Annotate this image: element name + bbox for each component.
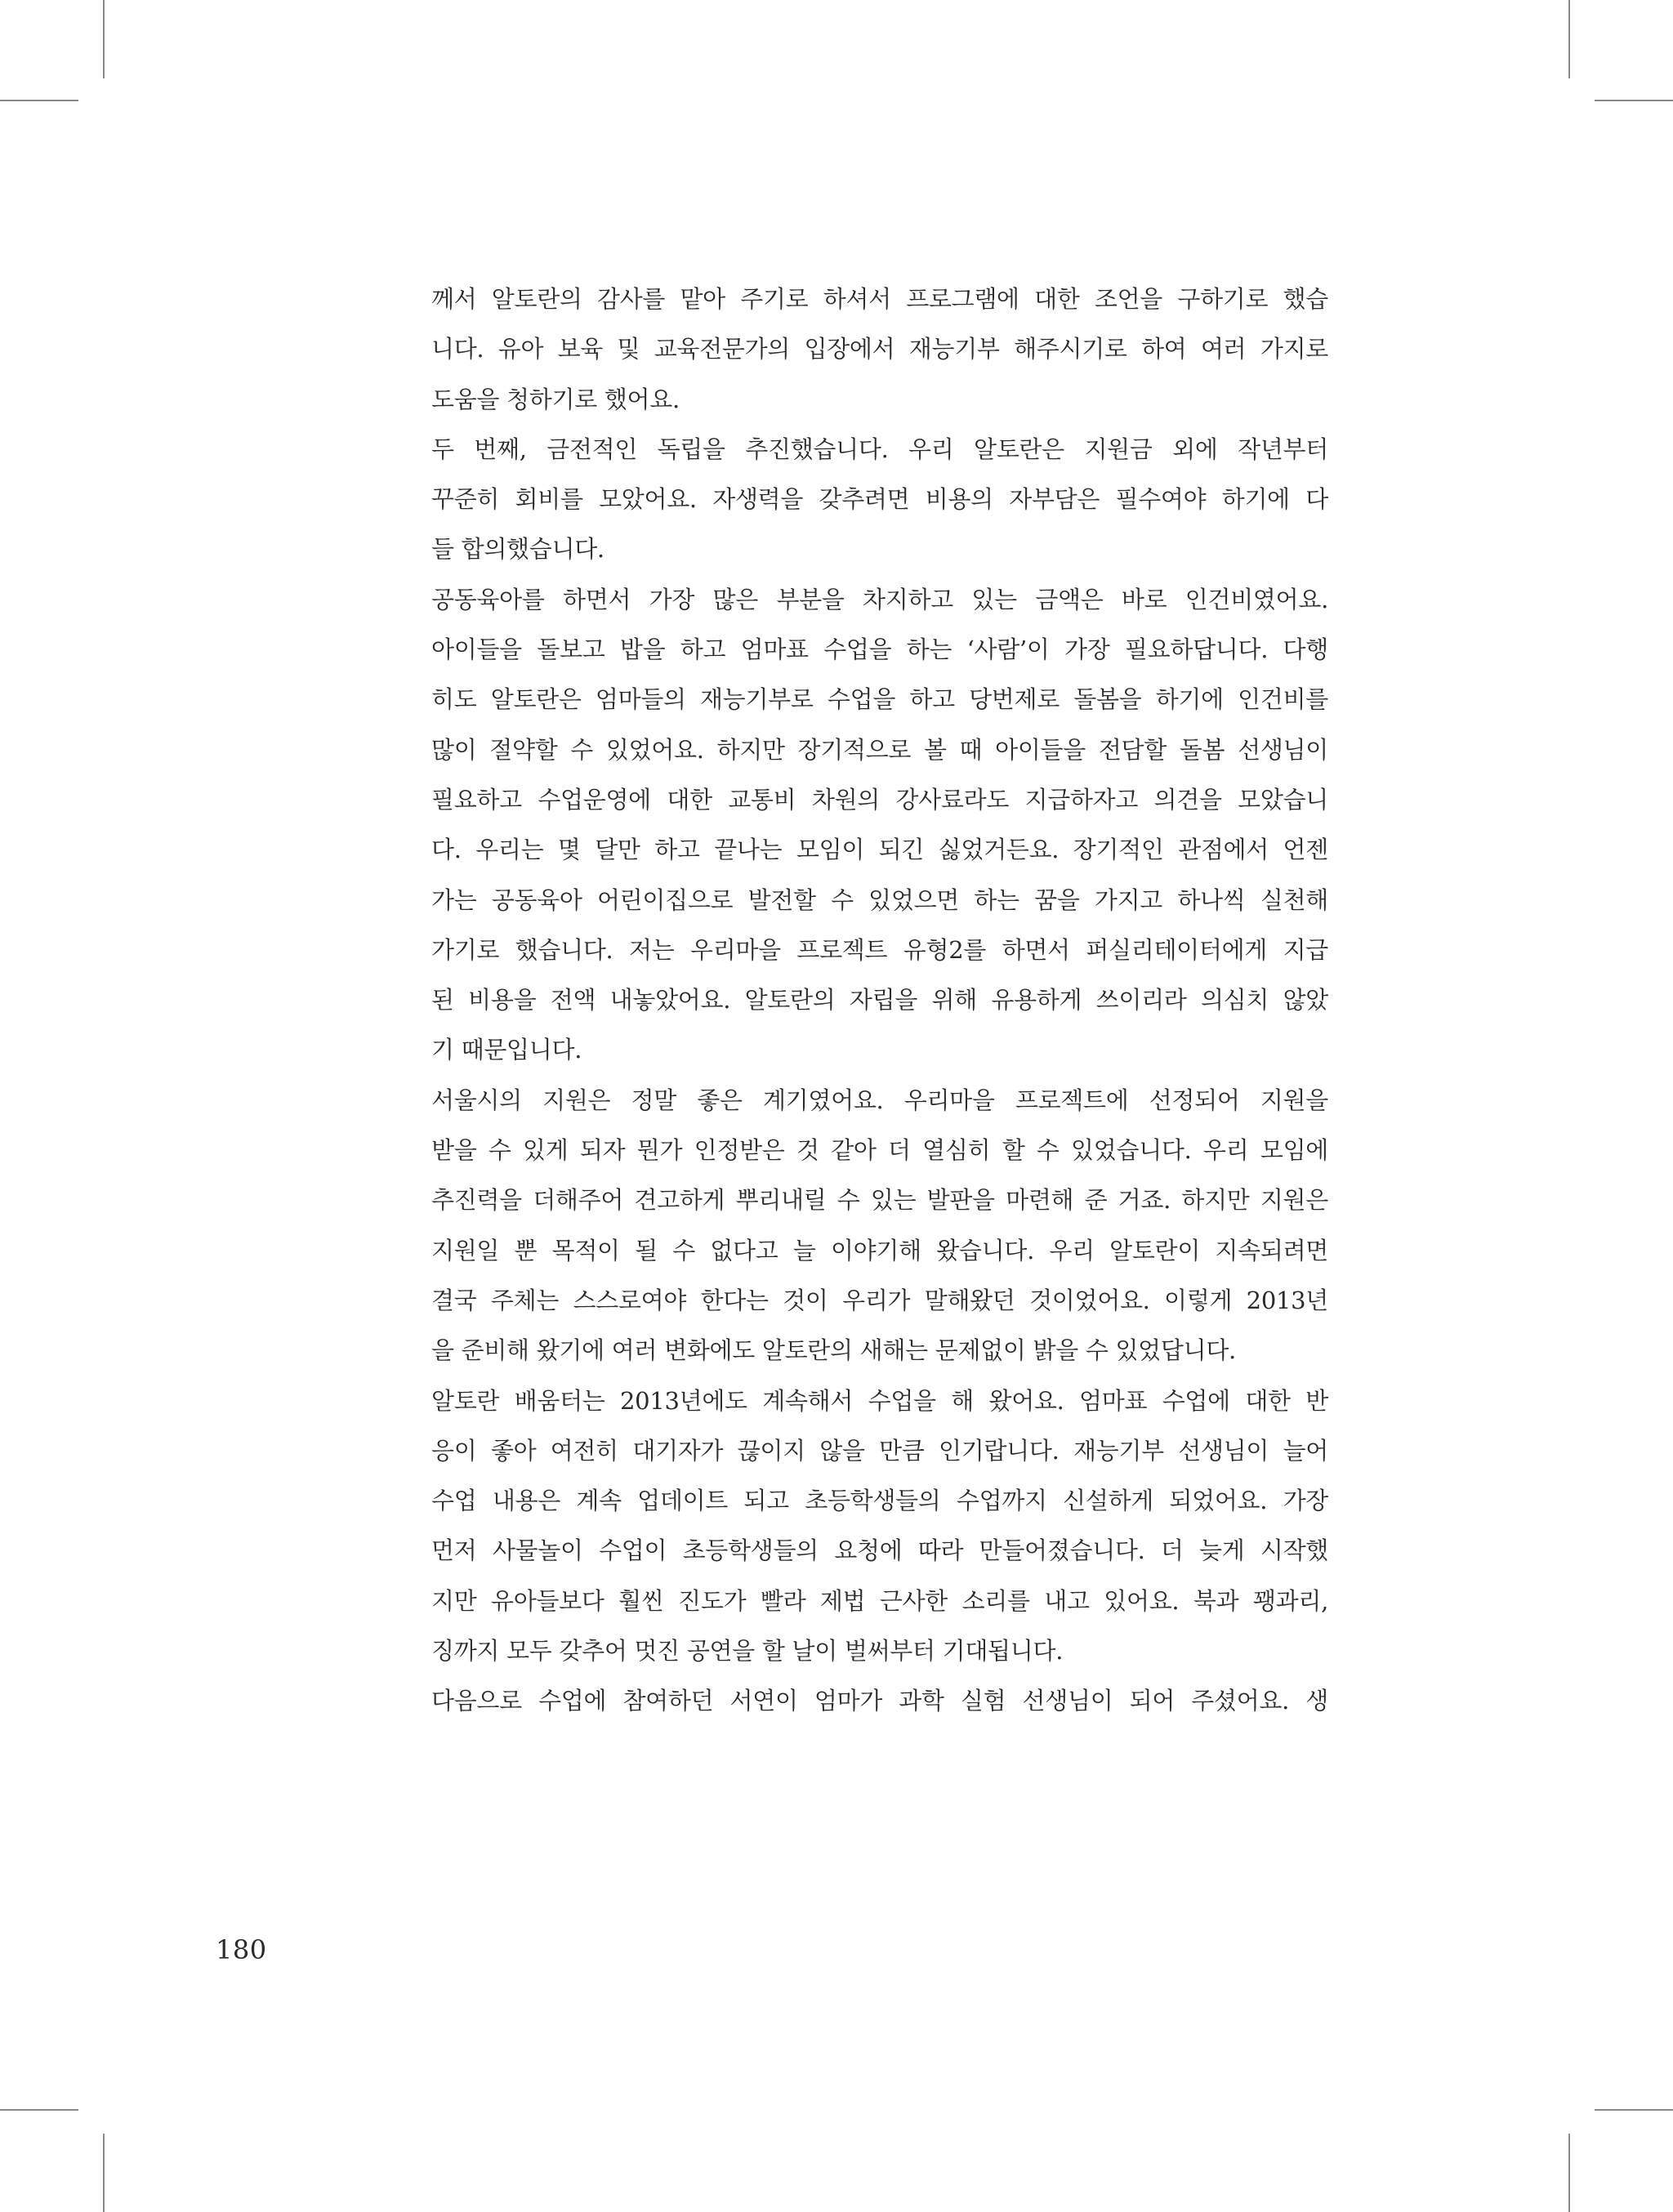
text-line: 아이들을 돌보고 밥을 하고 엄마표 수업을 하는 ‘사람’이 가장 필요하답니다. 다행 <box>431 636 1328 664</box>
text-line: 다. 우리는 몇 달만 하고 끝나는 모임이 되긴 싫었거든요. 장기적인 관점에서 언젠 <box>431 836 1328 864</box>
text-line: 가는 공동육아 어린이집으로 발전할 수 있었으면 하는 꿈을 가지고 하나씩 실천해 <box>431 885 1328 914</box>
text-line: 가기로 했습니다. 저는 우리마을 프로젝트 유형2를 하면서 퍼실리테이터에게 지급 <box>431 935 1328 964</box>
text-line: 많이 절약할 수 있었어요. 하지만 장기적으로 볼 때 아이들을 전담할 돌봄 선생님이 <box>431 735 1328 764</box>
text-line: 수업 내용은 계속 업데이트 되고 초등학생들의 수업까지 신설하게 되었어요. 가장 <box>431 1487 1328 1515</box>
text-line: 받을 수 있게 되자 뭔가 인정받은 것 같아 더 열심히 할 수 있었습니다. 우리 모임에 <box>431 1136 1328 1165</box>
text-line: 추진력을 더해주어 견고하게 뿌리내릴 수 있는 발판을 마련해 준 거죠. 하지만 지원은 <box>431 1186 1328 1215</box>
text-line: 공동육아를 하면서 가장 많은 부분을 차지하고 있는 금액은 바로 인건비였어요. <box>431 585 1328 613</box>
text-line: 징까지 모두 갖추어 멋진 공연을 할 날이 벌써부터 기대됩니다. <box>431 1637 1064 1666</box>
crop-mark-top-right-horizontal <box>1595 100 1673 101</box>
text-line: 두 번째, 금전적인 독립을 추진했습니다. 우리 알토란은 지원금 외에 작년부터 <box>431 435 1328 463</box>
page-number: 180 <box>216 1934 267 1965</box>
crop-mark-top-left-horizontal <box>0 100 78 101</box>
text-line: 들 합의했습니다. <box>431 535 605 564</box>
crop-mark-bottom-left-vertical <box>103 2134 105 2212</box>
text-line: 응이 좋아 여전히 대기자가 끊이지 않을 만큼 인기랍니다. 재능기부 선생님이 늘어 <box>431 1436 1328 1465</box>
text-line: 히도 알토란은 엄마들의 재능기부로 수업을 하고 당번제로 돌봄을 하기에 인건비를 <box>431 685 1328 714</box>
crop-mark-top-right-vertical <box>1568 0 1570 78</box>
crop-mark-bottom-left-horizontal <box>0 2109 78 2111</box>
text-line: 께서 알토란의 감사를 맡아 주기로 하셔서 프로그램에 대한 조언을 구하기로 했습 <box>431 285 1328 313</box>
crop-mark-top-left-vertical <box>103 0 105 78</box>
text-line: 된 비용을 전액 내놓았어요. 알토란의 자립을 위해 유용하게 쓰이리라 의심치 않았 <box>431 986 1328 1015</box>
text-line: 니다. 유아 보육 및 교육전문가의 입장에서 재능기부 해주시기로 하여 여러 가지로 <box>431 335 1328 363</box>
crop-mark-bottom-right-vertical <box>1568 2134 1570 2212</box>
text-line: 다음으로 수업에 참여하던 서연이 엄마가 과학 실험 선생님이 되어 주셨어요. 생 <box>431 1687 1328 1715</box>
text-line: 꾸준히 회비를 모았어요. 자생력을 갖추려면 비용의 자부담은 필수여야 하기에 다 <box>431 485 1328 514</box>
text-line: 을 준비해 왔기에 여러 변화에도 알토란의 새해는 문제없이 밝을 수 있었답니다. <box>431 1336 1236 1365</box>
text-line: 필요하고 수업운영에 대한 교통비 차원의 강사료라도 지급하자고 의견을 모았습니 <box>431 785 1328 814</box>
text-line: 도움을 청하기로 했어요. <box>431 385 680 413</box>
text-line: 알토란 배움터는 2013년에도 계속해서 수업을 해 왔어요. 엄마표 수업에 대한 반 <box>431 1386 1328 1415</box>
text-line: 결국 주체는 스스로여야 한다는 것이 우리가 말해왔던 것이었어요. 이렇게 2013년 <box>431 1286 1328 1314</box>
text-line: 기 때문입니다. <box>431 1036 582 1064</box>
text-line: 지만 유아들보다 훨씬 진도가 빨라 제법 근사한 소리를 내고 있어요. 북과 꽹과리, <box>431 1586 1328 1615</box>
text-line: 서울시의 지원은 정말 좋은 계기였어요. 우리마을 프로젝트에 선정되어 지원을 <box>431 1086 1328 1114</box>
text-line: 먼저 사물놀이 수업이 초등학생들의 요청에 따라 만들어졌습니다. 더 늦게 시작했 <box>431 1536 1328 1565</box>
crop-mark-bottom-right-horizontal <box>1595 2109 1673 2111</box>
text-line: 지원일 뿐 목적이 될 수 없다고 늘 이야기해 왔습니다. 우리 알토란이 지속되려면 <box>431 1236 1328 1264</box>
body-text <box>431 274 1328 1727</box>
